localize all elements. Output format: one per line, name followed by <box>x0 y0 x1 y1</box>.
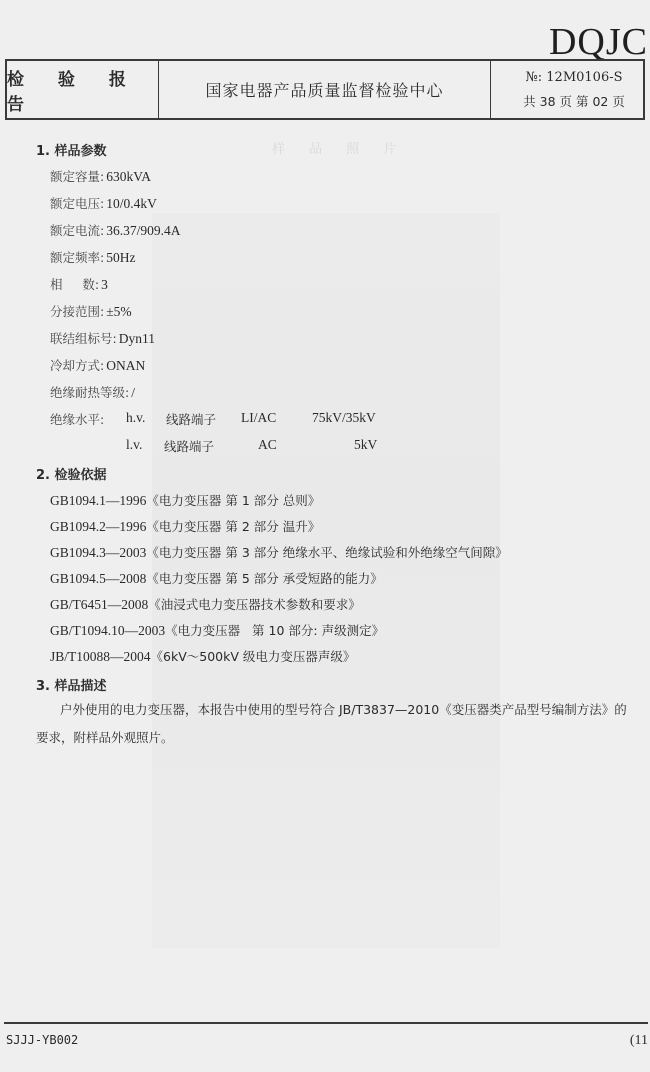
standard-item: GB/T1094.10—2003《电力变压器 第 10 部分: 声级测定》 <box>50 623 385 638</box>
sample-description: 户外使用的电力变压器，本报告中使用的型号符合 JB/T3837—2010《变压器类产品型号编制方法》的要求，附样品外观照片。 <box>36 702 627 745</box>
standard-item: GB/T6451—2008《油浸式电力变压器技术参数和要求》 <box>50 597 361 612</box>
standard-item: JB/T10088—2004《6kV～500kV 级电力变压器声级》 <box>50 649 356 664</box>
page-number: (11 <box>629 1033 648 1048</box>
form-code: SJJJ-YB002 <box>6 1033 79 1047</box>
report-meta <box>491 61 643 118</box>
section-heading-params: 1. 样品参数 <box>36 144 107 159</box>
report-type: 检 验 报 告 <box>7 61 159 118</box>
insulation-level-hv: 绝缘水平: h.v. 线路端子 LI/AC 75kV/35kV <box>50 410 376 427</box>
report-number: №: 12M0106-S <box>525 69 623 85</box>
brand-mark: DQJC <box>548 21 648 63</box>
param-row: 额定电压: 10/0.4kV <box>50 196 157 211</box>
standard-item: GB1094.1—1996《电力变压器 第 1 部分 总则》 <box>50 493 321 508</box>
standard-item: GB1094.2—1996《电力变压器 第 2 部分 温升》 <box>50 519 321 534</box>
param-row: 额定电流: 36.37/909.4A <box>50 223 181 238</box>
show-through-title: 样 品 照 片 <box>272 142 407 157</box>
param-row: 联结组标号: Dyn11 <box>50 331 155 346</box>
param-row: 分接范围: ±5% <box>50 304 132 319</box>
issuing-center: 国家电器产品质量监督检验中心 <box>159 61 491 118</box>
standard-item: GB1094.5—2008《电力变压器 第 5 部分 承受短路的能力》 <box>50 571 383 586</box>
param-row: 绝缘耐热等级: / <box>50 385 135 400</box>
param-row: 冷却方式: ONAN <box>50 358 146 373</box>
param-row: 额定容量: 630kVA <box>50 169 151 184</box>
param-row: 相 数: 3 <box>50 277 108 292</box>
insulation-level-lv: l.v. 线路端子 AC 5kV <box>126 437 378 454</box>
param-row: 额定频率: 50Hz <box>50 250 136 265</box>
page-count: 共 38 页 第 02 页 <box>523 93 625 109</box>
section-heading-basis: 2. 检验依据 <box>36 468 107 483</box>
standard-item: GB1094.3—2003《电力变压器 第 3 部分 绝缘水平、绝缘试验和外绝缘空气间隙》 <box>50 545 508 560</box>
footer-divider <box>4 1022 648 1024</box>
report-header <box>5 59 645 120</box>
section-heading-description: 3. 样品描述 <box>36 679 107 694</box>
